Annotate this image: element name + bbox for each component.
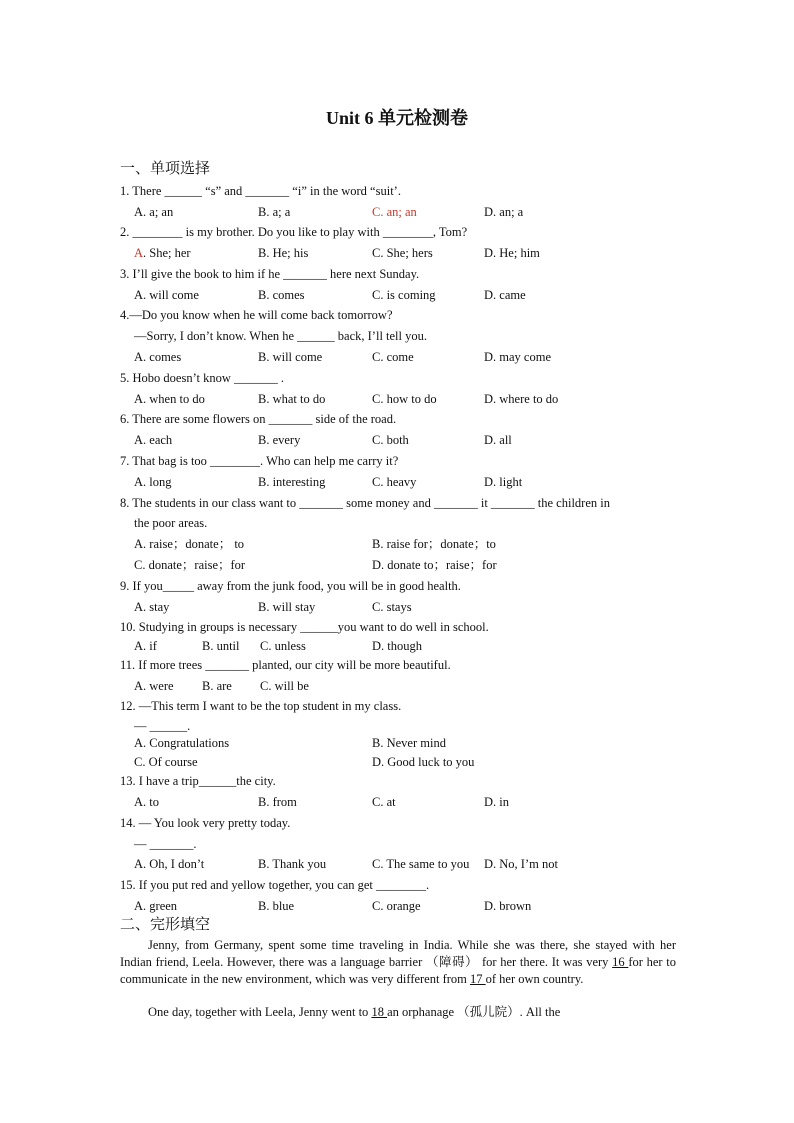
- question-7-text: 7. That bag is too ________. Who can help me carry it?: [120, 454, 399, 468]
- cloze-blank-18: 18: [371, 1005, 388, 1019]
- question-3-option: B. comes: [258, 288, 305, 302]
- question-7-option: D. light: [484, 475, 523, 489]
- question-13-option: B. from: [258, 795, 297, 809]
- question-12-text: — ______.: [134, 719, 191, 733]
- question-5-option: C. how to do: [372, 392, 437, 406]
- question-14-option: C. The same to you: [372, 857, 470, 871]
- question-1-option: D. an; a: [484, 205, 524, 219]
- cloze-text: for her to communicate in the new environment, which was very different from: [120, 955, 677, 986]
- question-13-text: 13. I have a trip______the city.: [120, 774, 276, 788]
- question-15-option: C. orange: [372, 899, 421, 913]
- question-7-option: C. heavy: [372, 475, 417, 489]
- question-6-option: D. all: [484, 433, 512, 447]
- question-3-option: A. will come: [134, 288, 199, 302]
- section-heading-cloze: 二、完形填空: [120, 917, 211, 933]
- question-2-option: D. He; him: [484, 246, 540, 260]
- question-10-option: C. unless: [260, 639, 306, 653]
- question-9-option: B. will stay: [258, 600, 316, 614]
- question-1-option: C. an; an: [372, 205, 417, 219]
- question-5-option: B. what to do: [258, 392, 326, 406]
- question-5-option: D. where to do: [484, 392, 559, 406]
- question-1-text: 1. There ______ “s” and _______ “i” in the word “suit’.: [120, 184, 401, 198]
- question-10-option: D. though: [372, 639, 422, 653]
- question-14-option: D. No, I’m not: [484, 857, 558, 871]
- question-8-option: B. raise for；donate；to: [372, 537, 496, 551]
- section-heading-single-choice: 一、单项选择: [120, 161, 211, 177]
- question-4-option: B. will come: [258, 350, 323, 364]
- question-8-option: D. donate to；raise；for: [372, 558, 497, 572]
- question-15-option: A. green: [134, 899, 178, 913]
- question-12-option: D. Good luck to you: [372, 755, 475, 769]
- question-1-option: A. a; an: [134, 205, 174, 219]
- cloze-blank-16: 16: [612, 955, 629, 969]
- question-15-text: 15. If you put red and yellow together, you can get ________.: [120, 878, 430, 892]
- question-14-text: 14. — You look very pretty today.: [120, 816, 291, 830]
- question-2-option: B. He; his: [258, 246, 309, 260]
- question-3-text: 3. I’ll give the book to him if he _______ here next Sunday.: [120, 267, 420, 281]
- cloze-text: of her own country.: [485, 972, 584, 986]
- question-4-option: D. may come: [484, 350, 551, 364]
- question-2-text: 2. ________ is my brother. Do you like to play with ________, Tom?: [120, 225, 468, 239]
- question-4-option: C. come: [372, 350, 414, 364]
- question-13-option: C. at: [372, 795, 396, 809]
- question-5-text: 5. Hobo doesn’t know _______ .: [120, 371, 285, 385]
- question-10-option: A. if: [134, 639, 157, 653]
- cloze-text: an orphanage （孤儿院）. All the: [387, 1005, 561, 1019]
- question-6-option: C. both: [372, 433, 409, 447]
- cloze-paragraph-2: [120, 1004, 676, 1021]
- question-4-text: 4.—Do you know when he will come back tomorrow?: [120, 308, 393, 322]
- question-7-option: A. long: [134, 475, 172, 489]
- question-13-option: A. to: [134, 795, 159, 809]
- cloze-text: Jenny, from Germany, spent some time traveling in India. While she was there, she stayed with her Indian friend, Leela. However, there was a language barrier （障碍） for her there. It was very: [120, 938, 676, 969]
- question-11-option: B. are: [202, 679, 232, 693]
- question-9-text: 9. If you_____ away from the junk food, you will be in good health.: [120, 579, 461, 593]
- page-title: Unit 6 单元检测卷: [325, 108, 468, 128]
- question-8-option: A. raise；donate； to: [134, 537, 245, 551]
- question-14-option: B. Thank you: [258, 857, 327, 871]
- question-6-option: A. each: [134, 433, 173, 447]
- question-3-option: D. came: [484, 288, 526, 302]
- question-12-text: 12. —This term I want to be the top student in my class.: [120, 699, 402, 713]
- question-14-option: A. Oh, I don’t: [134, 857, 205, 871]
- question-3-option: C. is coming: [372, 288, 436, 302]
- question-2-option: C. She; hers: [372, 246, 433, 260]
- question-9-option: C. stays: [372, 600, 412, 614]
- question-12-option: C. Of course: [134, 755, 198, 769]
- cloze-text: One day, together with Leela, Jenny went to: [148, 1005, 372, 1019]
- question-11-option: A. were: [134, 679, 174, 693]
- question-6-text: 6. There are some flowers on _______ side of the road.: [120, 412, 397, 426]
- cloze-blank-17: 17: [470, 972, 486, 986]
- question-15-option: B. blue: [258, 899, 295, 913]
- question-12-option: B. Never mind: [372, 736, 446, 750]
- question-13-option: D. in: [484, 795, 509, 809]
- question-12-option: A. Congratulations: [134, 736, 230, 750]
- cloze-paragraph-1: [120, 937, 676, 988]
- question-11-option: C. will be: [260, 679, 309, 693]
- question-9-option: A. stay: [134, 600, 170, 614]
- question-10-option: B. until: [202, 639, 240, 653]
- question-4-text: —Sorry, I don’t know. When he ______ back, I’ll tell you.: [134, 329, 428, 343]
- question-4-option: A. comes: [134, 350, 182, 364]
- question-8-text: the poor areas.: [134, 516, 208, 530]
- question-8-text: 8. The students in our class want to _______ some money and _______ it _______ the children in: [120, 496, 610, 510]
- question-5-option: A. when to do: [134, 392, 205, 406]
- question-10-text: 10. Studying in groups is necessary ______you want to do well in school.: [120, 620, 489, 634]
- question-2-option: A. She; her: [134, 246, 191, 260]
- question-11-text: 11. If more trees _______ planted, our city will be more beautiful.: [120, 658, 451, 672]
- question-7-option: B. interesting: [258, 475, 326, 489]
- question-15-option: D. brown: [484, 899, 532, 913]
- question-14-text: — _______.: [134, 837, 197, 851]
- question-6-option: B. every: [258, 433, 301, 447]
- question-8-option: C. donate；raise；for: [134, 558, 246, 572]
- question-1-option: B. a; a: [258, 205, 291, 219]
